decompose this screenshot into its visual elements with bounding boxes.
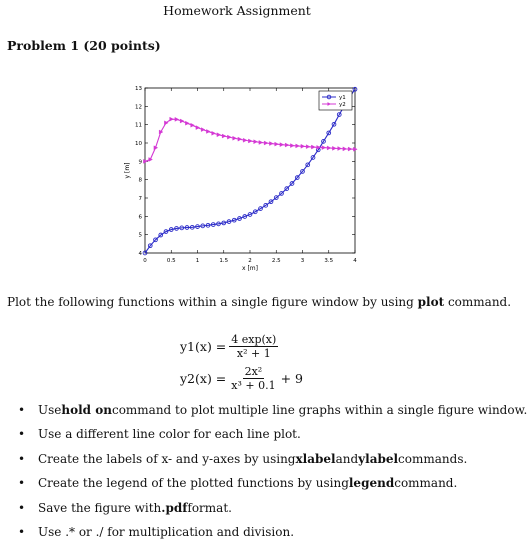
y2-numerator: 2x² (244, 364, 263, 378)
bullet-icon: • (18, 500, 26, 515)
equation-y1 (180, 330, 303, 362)
y-tick-label: 4 (138, 251, 142, 257)
legend-label-y1: y1 (339, 95, 346, 101)
y1-numerator: 4 exp(x) (231, 332, 277, 346)
item-text: Use .* or ./ for multiplication and division. (38, 524, 295, 539)
item-keyword: xlabel (295, 451, 336, 466)
y-tick-label: 12 (135, 104, 142, 111)
list-item (18, 525, 527, 549)
line-chart (112, 78, 372, 278)
x-tick-label: 3.5 (324, 258, 334, 264)
item-text: Use a different line color for each line plot. (38, 427, 301, 442)
legend-label-y2: y2 (339, 102, 346, 108)
x-tick-label: 1 (195, 258, 200, 264)
bullet-icon: • (18, 403, 26, 417)
y2-denominator: x³ + 0.1 (231, 378, 276, 392)
intro-keyword: plot (417, 295, 445, 309)
item-keyword: hold on (61, 403, 112, 417)
y1-lhs: y1(x) = (180, 338, 227, 354)
bullet-icon: • (18, 476, 26, 491)
y-tick-label: 7 (138, 196, 142, 202)
x-tick-label: 1.5 (219, 258, 229, 264)
item-text-end: command. (394, 476, 458, 491)
equations (180, 330, 303, 394)
item-text: Create the legend of the plotted functions by using (38, 476, 349, 491)
x-tick-label: 2 (248, 258, 252, 264)
instructions-intro (7, 295, 511, 309)
bullet-icon: • (18, 451, 26, 466)
intro-text: Plot the following functions within a single figure window by using (7, 295, 418, 309)
intro-text-end: command. (444, 295, 512, 309)
y-tick-label: 5 (138, 232, 142, 239)
x-tick-label: 0 (143, 258, 147, 264)
item-text: Save the figure with (38, 500, 162, 515)
y-tick-label: 9 (138, 159, 142, 166)
x-axis-label: x [m] (242, 265, 258, 272)
list-item (18, 501, 527, 525)
problem-heading: Problem 1 (20 points) (7, 38, 161, 53)
item-text-mid: and (335, 451, 359, 466)
list-item (18, 403, 527, 427)
x-tick-label: 3 (300, 258, 305, 264)
y2-lhs: y2(x) = (180, 370, 227, 386)
equation-y2 (180, 362, 303, 394)
item-text: Create the labels of x- and y-axes by using (38, 451, 296, 466)
item-text: Use (38, 403, 62, 417)
item-text-end: command to plot multiple line graphs within a single figure window. (111, 403, 527, 417)
legend-box (319, 91, 352, 110)
item-keyword-2: ylabel (358, 451, 399, 466)
y2-fraction (229, 365, 277, 392)
y-tick-label: 13 (135, 86, 142, 92)
y-tick-label: 6 (138, 214, 142, 221)
item-keyword: legend (348, 476, 395, 491)
x-tick-label: 0.5 (166, 258, 176, 264)
y-tick-label: 11 (135, 122, 142, 129)
list-item (18, 476, 527, 500)
x-tick-label: 4 (353, 258, 357, 264)
bullet-icon: • (18, 524, 26, 539)
page-title: Homework Assignment (163, 3, 311, 18)
y2-tail: + 9 (280, 370, 303, 386)
item-keyword: .pdf (161, 500, 188, 515)
list-item (18, 427, 527, 451)
item-text-end: commands. (398, 451, 468, 466)
list-item (18, 452, 527, 476)
y-tick-label: 8 (138, 177, 142, 184)
y1-denominator: x² + 1 (236, 346, 271, 360)
requirements-list (18, 403, 527, 549)
y-tick-label: 10 (135, 141, 142, 147)
item-text-end: format. (187, 500, 232, 515)
x-tick-label: 2.5 (271, 258, 281, 264)
bullet-icon: • (18, 427, 26, 442)
y1-fraction (229, 333, 278, 360)
y-axis-label: y [m] (124, 162, 131, 179)
